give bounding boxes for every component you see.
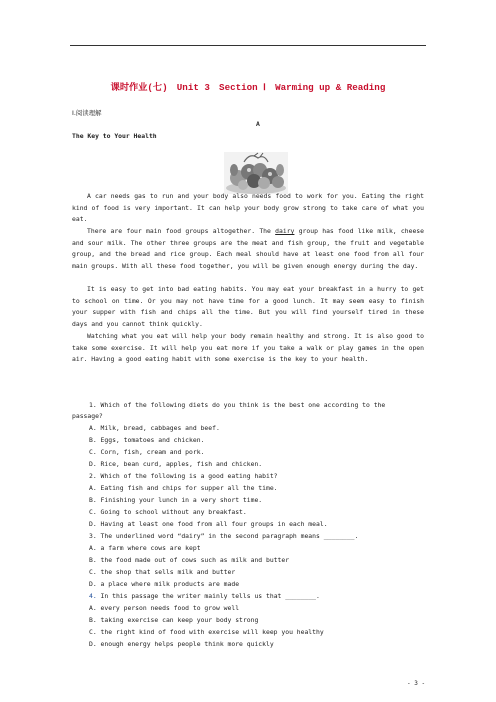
q1-option-d: D. Rice, bean curd, apples, fish and chicken.	[89, 460, 263, 468]
passage-paragraph-4: Watching what you eat will help your body remain healthy and strong. It is also good to take some exercise. It will help you eat more if you take a walk or play games in the open air. Having a good eating habit with some exercise is the key to your health.	[72, 332, 424, 364]
question-4-text: In this passage the writer mainly tells us that ________.	[96, 592, 320, 600]
q4-option-b: B. taking exercise can keep your body strong	[89, 616, 259, 624]
underlined-word-dairy: dairy	[275, 227, 295, 235]
passage-paragraph-1: A car needs gas to run and your body also needs food to work for you. Eating the right kind of food is very important. It can help your body grow strong to take care of what you eat.	[72, 192, 424, 224]
q3-option-a: A. a farm where cows are kept	[89, 544, 201, 552]
page-number: - 3 -	[407, 680, 426, 687]
paragraph-2-text-before: There are four main food groups altogether. The	[87, 227, 276, 235]
q3-option-b: B. the food made out of cows such as milk and butter	[89, 556, 290, 564]
q2-option-b: B. Finishing your lunch in a very short time.	[89, 496, 263, 504]
question-4-number: 4.	[89, 592, 97, 600]
q1-option-c: C. Corn, fish, cream and pork.	[89, 448, 205, 456]
paragraph-2-text-after: group has food like milk, cheese and sour milk. The other three groups are the meat and fish group, the fruit and vegetable group, and the bread and rice group. Each meal should have at least one food from all four main groups. With all these food together, you will be given enough energy during the day.	[72, 227, 425, 270]
section-label: Ⅰ.阅读理解	[72, 109, 102, 117]
q3-option-c: C. the shop that sells milk and butter	[89, 568, 236, 576]
q2-option-a: A. Eating fish and chips for supper all the time.	[89, 484, 278, 492]
page-title: 课时作业(七) Unit 3 Section Ⅰ Warming up & Reading	[110, 82, 386, 93]
question-3-stem: 3. The underlined word “dairy” in the second paragraph means ________.	[89, 532, 359, 540]
q4-option-c: C. the right kind of food with exercise will keep you healthy	[89, 628, 324, 636]
question-1-stem: 1. Which of the following diets do you think is the best one according to the	[89, 401, 386, 409]
q2-option-d: D. Having at least one food from all four groups in each meal.	[89, 520, 328, 528]
fruit-vegetable-image	[224, 152, 288, 194]
q1-option-a: A. Milk, bread, cabbages and beef.	[89, 424, 220, 432]
passage-paragraph-3: It is easy to get into bad eating habits. You may eat your breakfast in a hurry to get to school on time. Or you may not have time for a good lunch. It may seem easy to finish your supper with fish and chips all the time. But you will find yourself tired in these days and you cannot think quickly.	[72, 285, 424, 328]
q4-option-d: D. enough energy helps people think more quickly	[89, 640, 274, 648]
q2-option-c: C. Going to school without any breakfast.	[89, 508, 247, 516]
q3-option-d: D. a place where milk products are made	[89, 580, 240, 588]
question-4-stem	[89, 592, 320, 601]
passage-paragraph-2	[72, 226, 424, 272]
passage-letter: A	[256, 120, 260, 128]
question-1-stem-cont: passage?	[72, 412, 103, 420]
q4-option-a: A. every person needs food to grow well	[89, 604, 240, 612]
header-rule	[70, 45, 426, 46]
passage-heading: The Key to Your Health	[72, 132, 157, 140]
q1-option-b: B. Eggs, tomatoes and chicken.	[89, 436, 205, 444]
question-2-stem: 2. Which of the following is a good eating habit?	[89, 472, 278, 480]
